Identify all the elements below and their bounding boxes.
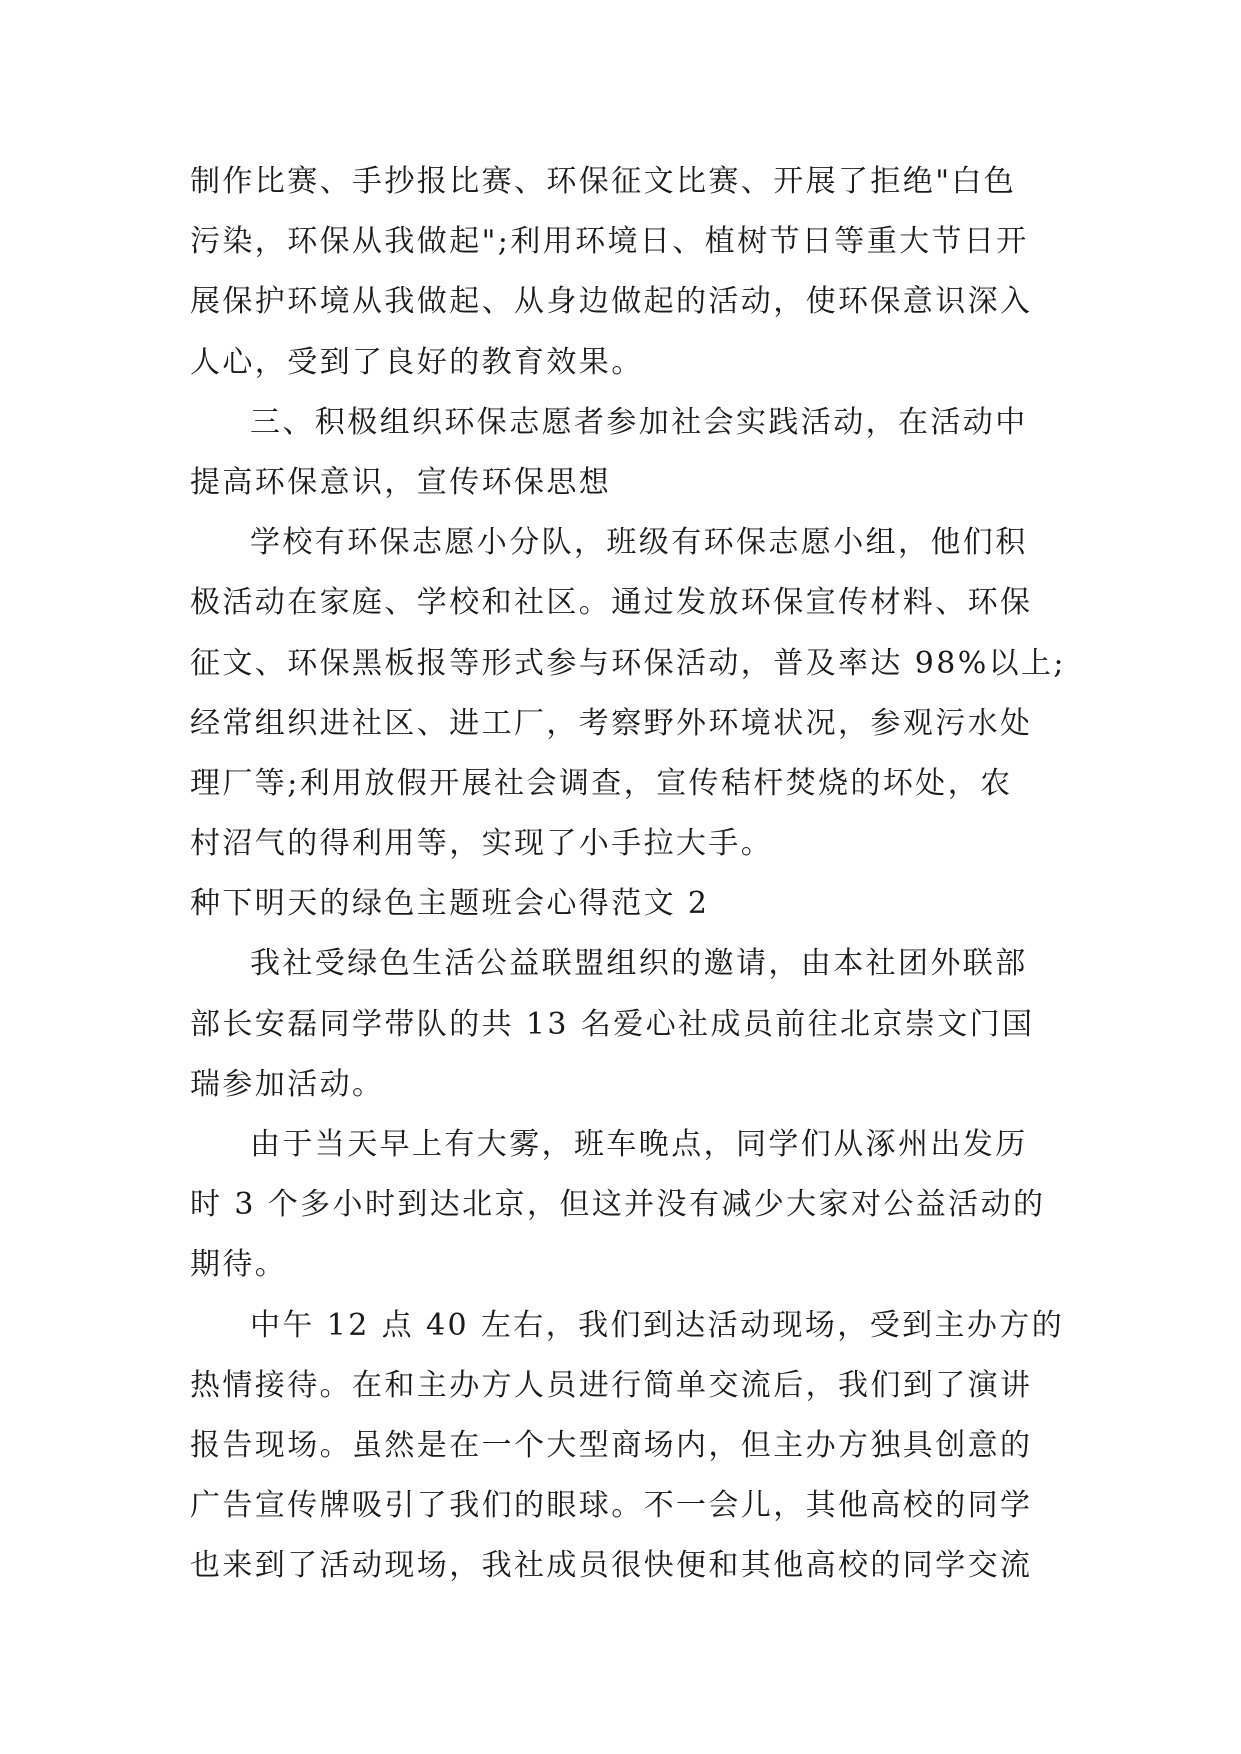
document-body — [190, 152, 1066, 1597]
text-line: 部长安磊同学带队的共 13 名爱心社成员前往北京崇文门国 — [190, 1006, 1035, 1042]
text-line: 也来到了活动现场，我社成员很快便和其他高校的同学交流 — [190, 1548, 1033, 1584]
text-line: 制作比赛、手抄报比赛、环保征文比赛、开展了拒绝"白色 — [190, 164, 1017, 199]
text-line: 理厂等;利用放假开展社会调查，宣传秸杆焚烧的坏处，农 — [190, 765, 1013, 801]
section-heading-line: 提高环保意识，宣传环保思想 — [190, 464, 612, 500]
text-line: 广告宣传牌吸引了我们的眼球。不一会儿，其他高校的同学 — [190, 1488, 1033, 1524]
text-line: 瑞参加活动。 — [190, 1066, 385, 1102]
text-line: 人心，受到了良好的教育效果。 — [190, 344, 644, 380]
text-line: 极活动在家庭、学校和社区。通过发放环保宣传材料、环保 — [190, 585, 1033, 621]
text-line: 我社受绿色生活公益联盟组织的邀请，由本社团外联部 — [250, 946, 1028, 982]
text-line: 污染，环保从我做起";利用环境日、植树节日等重大节日开 — [190, 224, 1029, 260]
text-line: 村沼气的得利用等，实现了小手拉大手。 — [190, 826, 774, 862]
text-line: 征文、环保黑板报等形式参与环保活动，普及率达 98%以上; — [190, 645, 1066, 681]
text-line: 时 3 个多小时到达北京，但这并没有减少大家对公益活动的 — [190, 1187, 1046, 1223]
text-line: 经常组织进社区、进工厂，考察野外环境状况，参观污水处 — [190, 705, 1033, 741]
text-line: 学校有环保志愿小分队，班级有环保志愿小组，他们积 — [250, 525, 1028, 561]
text-line: 由于当天早上有大雾，班车晚点，同学们从涿州出发历 — [250, 1127, 1028, 1162]
text-line: 展保护环境从我做起、从身边做起的活动，使环保意识深入 — [190, 284, 1033, 320]
text-line: 中午 12 点 40 左右，我们到达活动现场，受到主办方的 — [250, 1307, 1065, 1343]
article-title: 种下明天的绿色主题班会心得范文 2 — [190, 886, 710, 922]
text-line: 报告现场。虽然是在一个大型商场内，但主办方独具创意的 — [190, 1427, 1033, 1463]
text-line: 热情接待。在和主办方人员进行简单交流后，我们到了演讲 — [190, 1367, 1033, 1403]
section-heading-line: 三、积极组织环保志愿者参加社会实践活动，在活动中 — [250, 404, 1028, 440]
text-line: 期待。 — [190, 1247, 288, 1283]
